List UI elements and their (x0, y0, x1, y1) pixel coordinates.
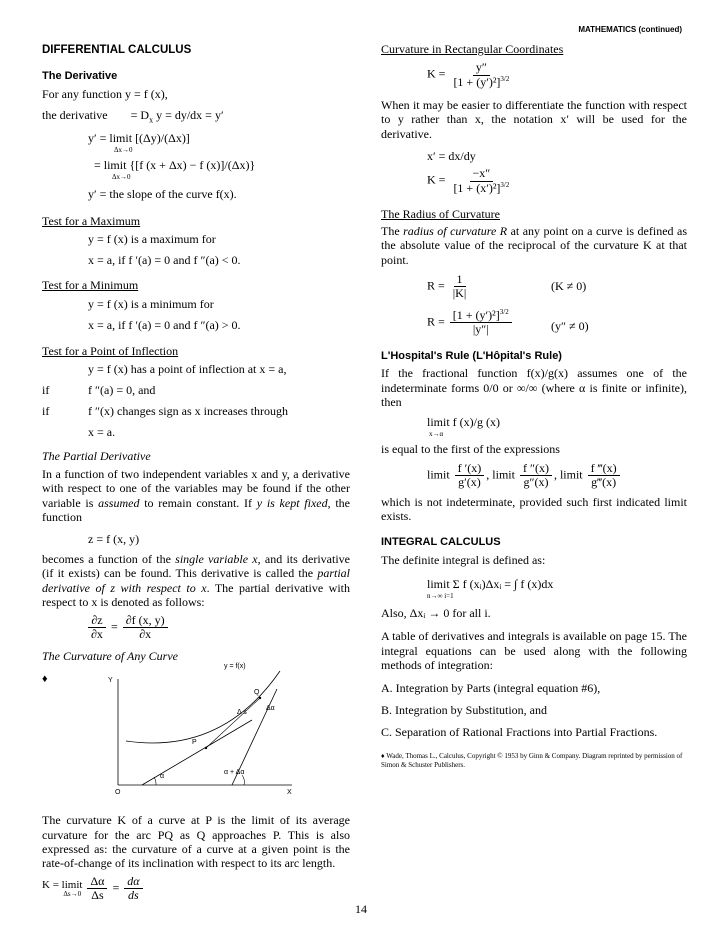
for-any-function: For any function y = f (x), (42, 86, 168, 101)
curvature-rect-eq: K = $\frac{y''}{[1 + (y')^2]^{3/2}}$ (427, 60, 510, 89)
point-p (205, 747, 207, 749)
left-column (42, 42, 350, 902)
integral-intro: The definite integral is defined as: (381, 552, 546, 567)
rect-curvature-heading: Curvature in Rectangular Coordinates (381, 42, 564, 56)
min-heading: Test for a Minimum (42, 278, 139, 293)
page-number: 14 (355, 902, 367, 916)
partial-heading: The Partial Derivative (42, 448, 151, 463)
curvature-paragraph: The curvature K of a curve at P is the limit of its average curvature for the arc PQ as Q approaches P. This is also expressed as: the curvature of a curve at a given point is the rate-of-change of its inclination with respect to its arc length. (42, 813, 350, 871)
method-c: C. Separation of Rational Fractions into Partial Fractions. (381, 725, 658, 740)
running-header: MATHEMATICS (continued) (578, 25, 682, 34)
curvature-figure: ♦ y = f(x) Y Q Δα Δ s P α α + Δα O X (42, 665, 350, 807)
integral-definition-eq: limit Σ f (xᵢ)Δxᵢ = ∫ f (x)dx n→∞ i=1 (427, 577, 554, 600)
method-b: B. Integration by Substitution, and (381, 703, 547, 718)
inflection-heading: Test for a Point of Inflection (42, 343, 179, 358)
inflection-line-4: x = a. (88, 425, 116, 440)
curvature-diagram (102, 665, 332, 805)
chord-pq (206, 698, 260, 748)
right-column (381, 42, 687, 769)
curvature-heading: The Curvature of Any Curve (42, 648, 178, 663)
curvature-limit-eq: K = limit Δs→0 $\frac{\Delta\alpha}{\Delta s}$ = $\frac{d\alpha}{ds}$ (42, 875, 350, 902)
derivative-heading: The Derivative (42, 69, 118, 82)
lhospital-heading: L'Hospital's Rule (L'Hôpital's Rule) (381, 350, 562, 363)
inflection-line-3: if f ″(x) changes sign as x increases through (42, 403, 288, 418)
footnote: ♦ Wade, Thomas L., Calculus, Copyright © 1953 by Ginn & Company. Diagram reprinted by permission of Simon & Schuster Publishers. (381, 751, 683, 769)
lhospital-paragraph-1: If the fractional function f(x)/g(x) assumes one of the indeterminate forms 0/0 or ∞/∞ (where α is finite or infinite), then (381, 366, 687, 409)
radius-heading: The Radius of Curvature (381, 206, 500, 221)
lhospital-paragraph-2: is equal to the first of the expressions (381, 442, 560, 457)
radius-paragraph: The radius of curvature R at any point on a curve is defined as the absolute value of the reciprocal of the curvature K at that point. (381, 224, 688, 267)
source-diamond: ♦ (42, 673, 48, 686)
section-title: DIFFERENTIAL CALCULUS (42, 44, 192, 56)
slope-line: y′ = the slope of the curve f(x). (88, 186, 237, 201)
max-heading: Test for a Maximum (42, 214, 141, 229)
inflection-line-2: if f ″(a) = 0, and (42, 383, 156, 398)
inflection-line-1: y = f (x) has a point of inflection at x = a, (88, 362, 287, 377)
lhospital-paragraph-3: which is not indeterminate, provided such first indicated limit exists. (381, 494, 687, 524)
x-notation-paragraph: When it may be easier to differentiate the function with respect to y rather than x, the notation x′ will be used for the derivative. (381, 97, 687, 141)
lhospital-expressions: limit $\frac{f '(x)}{g'(x)}$ , limit $\frac{f ''(x)}{g''(x)}$ , limit $\frac{f ‴(x)}{g‴(x)}$ (381, 462, 687, 489)
min-line-1: y = f (x) is a minimum for (88, 296, 214, 311)
integral-heading: INTEGRAL CALCULUS (381, 535, 501, 548)
xprime-eq: x′ = dx/dy (427, 148, 476, 163)
also-line: Also, Δxᵢ → 0 for all i. (381, 606, 491, 621)
radius-eq-2: R = $\frac{[1 + (y')^2]^{3/2}}{|y''|}$ (y″ ≠ 0) (427, 307, 589, 336)
alpha-arc (154, 777, 156, 785)
yprime-limit-eq: y′ = limit [(Δy)/(Δx)] Δx→0 (88, 131, 190, 154)
radius-eq-1: R = $\frac{1}{|K|}$ (K ≠ 0) (427, 272, 587, 301)
method-a: A. Integration by Parts (integral equation #6), (381, 680, 601, 695)
min-line-2: x = a, if f ′(a) = 0 and f ″(a) > 0. (88, 318, 241, 333)
table-paragraph: A table of derivatives and integrals is available on page 15. The integral equations can be used along with the following methods of integration: (381, 629, 687, 673)
yprime-difference-eq: = limit {[f (x + Δx) − f (x)]/(Δx)} Δx→0 (94, 158, 256, 181)
lhospital-limit: limit f (x)/g (x) x→α (427, 415, 500, 438)
max-line-1: y = f (x) is a maximum for (88, 231, 216, 246)
derivative-definition: the derivative = $D_x$ y = dy/dx = y′ (42, 108, 224, 125)
max-line-2: x = a, if f ′(a) = 0 and f ″(a) < 0. (88, 253, 241, 268)
partial-derivative-eq: $\frac{\partial z}{\partial x}$ = $\frac{\partial f (x, y)}{\partial x}$ (42, 614, 350, 641)
z-equation: z = f (x, y) (88, 531, 140, 546)
partial-paragraph-1: In a function of two independent variables x and y, a derivative with respect to one of the variables may be found if the other variable is assumed to remain constant. If y is kept fixed, the function (42, 467, 351, 525)
partial-paragraph-2: becomes a function of the single variable x, and its derivative (if it exists) can be found. This derivative is called the partial derivative of z with respect to x. The partial derivative with respect to x is denoted as follows: (42, 551, 351, 610)
curvature-x-eq: K = $\frac{-x''}{[1 + (x')^2]^{3/2}}$ (427, 166, 510, 195)
